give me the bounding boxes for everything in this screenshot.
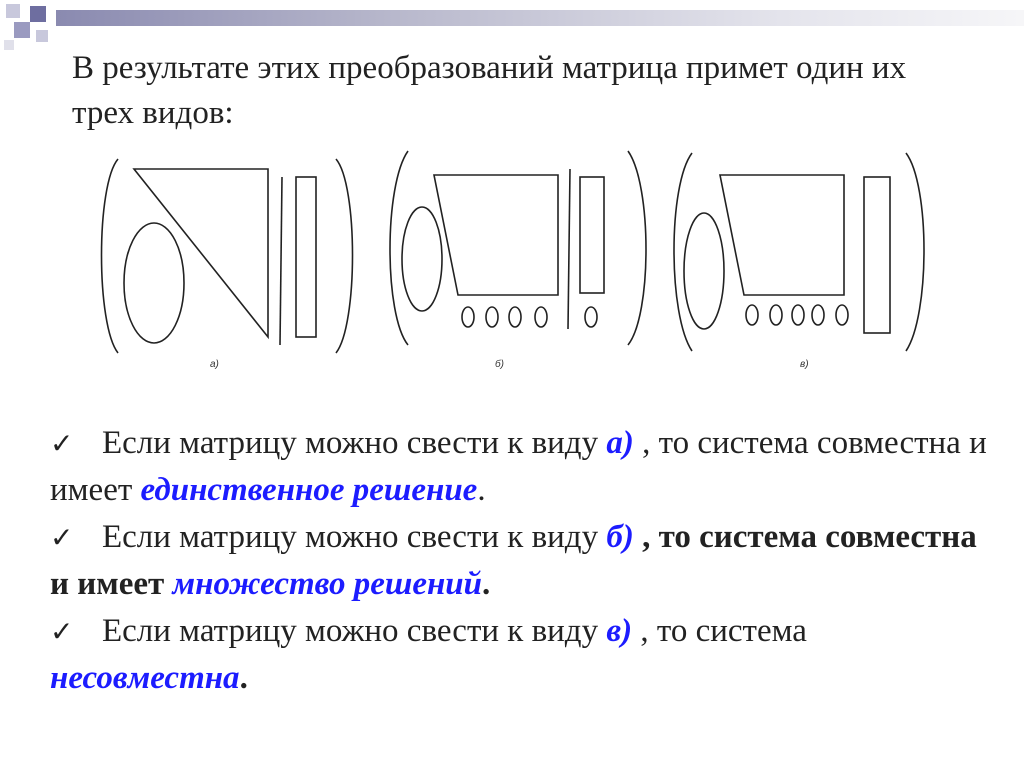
decor-square xyxy=(4,40,14,50)
bullet-text-before: Если матрицу можно свести к виду xyxy=(102,519,607,555)
separator-line xyxy=(568,169,570,329)
small-ellipse xyxy=(770,305,782,325)
separator-line xyxy=(280,177,282,345)
bullet-text-after: . xyxy=(239,660,248,696)
decor-square xyxy=(14,22,30,38)
conclusion-list xyxy=(50,420,990,702)
right-paren xyxy=(906,153,924,351)
matrix-forms-diagram xyxy=(90,145,930,385)
small-ellipse xyxy=(792,305,804,325)
small-ellipse xyxy=(836,305,848,325)
ellipse-block xyxy=(124,223,184,343)
small-ellipse xyxy=(509,307,521,327)
trapezoid-block xyxy=(720,175,844,295)
bullet-text-middle: , то система совместна и имеет xyxy=(50,425,987,508)
bullet-text-after: . xyxy=(482,566,491,602)
small-ellipse xyxy=(585,307,597,327)
title-bar-gradient xyxy=(56,10,1024,26)
key-term: множество решений xyxy=(172,566,483,602)
bullet-text-middle: , то система совместна и имеет xyxy=(50,519,977,602)
form-label: в) xyxy=(606,613,633,649)
column-block xyxy=(864,177,890,333)
decor-square xyxy=(6,4,20,18)
list-item xyxy=(50,420,990,514)
diagram-label-a: а) xyxy=(210,359,219,370)
check-icon: ✓ xyxy=(50,427,74,460)
left-paren xyxy=(102,159,119,353)
small-ellipse xyxy=(812,305,824,325)
key-term: несовместна xyxy=(50,660,240,696)
ellipse-block xyxy=(402,207,442,311)
matrix-a-shape xyxy=(102,159,353,353)
decor-square xyxy=(30,6,46,22)
key-term: единственное решение xyxy=(140,472,478,508)
matrix-c-shape xyxy=(674,153,924,351)
form-label: б) xyxy=(606,519,634,555)
column-block xyxy=(580,177,604,293)
intro-text: В результате этих преобразований матрица примет один их трех видов: xyxy=(72,50,907,131)
small-ellipse xyxy=(462,307,474,327)
bullet-text-before: Если матрицу можно свести к виду xyxy=(102,425,607,461)
bullet-text-after: . xyxy=(477,472,486,508)
diagram-label-c: в) xyxy=(800,359,809,370)
list-item xyxy=(50,514,990,608)
triangle-block xyxy=(134,169,268,337)
small-ellipse xyxy=(486,307,498,327)
bullet-text-before: Если матрицу можно свести к виду xyxy=(102,613,607,649)
list-item xyxy=(50,608,990,702)
left-paren xyxy=(674,153,692,351)
small-ellipse xyxy=(535,307,547,327)
ellipse-block xyxy=(684,213,724,329)
small-ellipse xyxy=(746,305,758,325)
diagram-label-b: б) xyxy=(495,359,504,370)
check-icon: ✓ xyxy=(50,521,74,554)
decor-square xyxy=(36,30,48,42)
matrix-b-shape xyxy=(390,151,646,345)
left-paren xyxy=(390,151,408,345)
right-paren xyxy=(628,151,646,345)
trapezoid-block xyxy=(434,175,558,295)
check-icon: ✓ xyxy=(50,615,74,648)
column-block xyxy=(296,177,316,337)
form-label: а) xyxy=(606,425,634,461)
right-paren xyxy=(336,159,353,353)
bullet-text-middle: , то система xyxy=(632,613,807,649)
